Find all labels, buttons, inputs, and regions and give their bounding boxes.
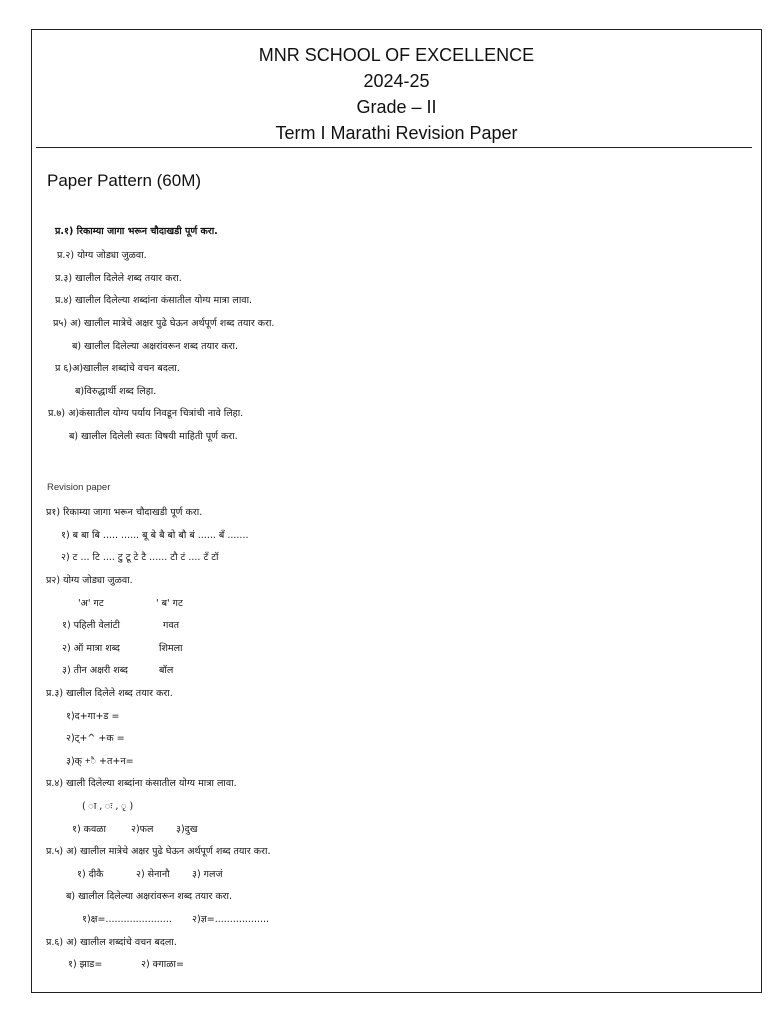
plural-word-2: २) क्गाळा= [141, 959, 184, 970]
revision-q1-row1: १) ब बा बि ..... ...... बू बे बै बो बौ बं ...... बँ ....... [61, 530, 249, 541]
letter-word-2: २)ज्ञ=.................. [192, 914, 270, 925]
jumble-word-1: १) दीकै [77, 869, 104, 880]
pattern-item-7b: ब) खालील दिलेली स्वतः विषयी माहिती पूर्ण करा. [69, 431, 238, 442]
column-a-header: 'अ' गट [78, 598, 104, 609]
pattern-item-4: प्र.४) खालील दिलेल्या शब्दांना कंसातील योग्य मात्रा लावा. [55, 295, 253, 306]
revision-title: Revision paper [47, 482, 111, 493]
word-build-1: १)द+गा+ड = [66, 711, 120, 722]
paper-title: Term I Marathi Revision Paper [275, 123, 518, 143]
match-left-3: ३) तीन अक्षरी शब्द [62, 665, 128, 676]
revision-q4: प्र.४) खाली दिलेल्या शब्दांना कंसातील योग्य मात्रा लावा. [46, 778, 237, 789]
plural-word-1: १) झाड= [68, 959, 103, 970]
pattern-item-7a: प्र.७) अ)कंसातील योग्य पर्याय निवडून चित्रांची नावे लिहा. [48, 408, 244, 419]
matra-word-1: १) कवळा [72, 824, 106, 835]
match-right-1: गवत [163, 620, 180, 631]
academic-year: 2024-25 [363, 71, 430, 91]
revision-q6a: प्र.६) अ) खालील शब्दांचे वचन बदला. [46, 937, 177, 948]
match-right-2: शिमला [159, 643, 183, 654]
pattern-item-1: प्र.१) रिकाम्या जागा भरून चौदाखडी पूर्ण करा. [55, 226, 218, 237]
match-left-1: १) पहिली वेलांटी [62, 620, 120, 631]
match-left-2: २) ऑ मात्रा शब्द [62, 643, 120, 654]
word-build-3: ३)क् +ै +त+न= [66, 756, 134, 767]
revision-q5b: ब) खालील दिलेल्या अक्षरांवरून शब्द तयार करा. [66, 891, 233, 902]
matra-word-3: ३)दुख [176, 824, 198, 835]
document-header [32, 42, 761, 146]
column-b-header: ' ब' गट [156, 598, 183, 609]
header-divider [36, 147, 752, 148]
grade-label: Grade – II [356, 97, 437, 117]
revision-q2: प्र२) योग्य जोड्या जुळवा. [46, 575, 133, 586]
pattern-item-6b: ब)विरुद्धार्थी शब्द लिहा. [75, 386, 157, 397]
revision-q5a: प्र.५) अ) खालील मात्रेचे अक्षर पुढे घेऊन अर्थपूर्ण शब्द तयार करा. [46, 846, 271, 857]
matra-word-2: २)फल [131, 824, 154, 835]
pattern-item-6a: प्र ६)अ)खालील शब्दांचे वचन बदला. [55, 363, 180, 374]
pattern-item-5b: ब) खालील दिलेल्या अक्षरांवरून शब्द तयार करा. [72, 341, 239, 352]
school-name: MNR SCHOOL OF EXCELLENCE [258, 45, 535, 65]
letter-word-1: १)क्ष=...................... [82, 914, 172, 925]
pattern-item-2: प्र.२) योग्य जोड्या जुळवा. [57, 250, 147, 261]
pattern-item-3: प्र.३) खालील दिलेले शब्द तयार करा. [55, 273, 182, 284]
match-right-3: बॉल [159, 665, 174, 676]
pattern-item-5a: प्र५) अ) खालील मात्रेचे अक्षर पुढे घेऊन अर्थपूर्ण शब्द तयार करा. [53, 318, 275, 329]
revision-q1: प्र१) रिकाम्या जागा भरून चौदाखडी पूर्ण करा. [46, 507, 203, 518]
matra-options: ( ा , ः , ृ ) [82, 801, 134, 812]
jumble-word-3: ३) गलजं [192, 869, 223, 880]
word-build-2: २)ट्+^ +क = [66, 733, 125, 744]
jumble-word-2: २) सेनानौ [136, 869, 170, 880]
revision-q1-row2: २) ट ... टि .... टु टू टे टै ...... टौ टं .... टँ टॉ [61, 552, 219, 563]
revision-q3: प्र.३) खालील दिलेले शब्द तयार करा. [46, 688, 173, 699]
pattern-title: Paper Pattern (60M) [47, 171, 202, 190]
